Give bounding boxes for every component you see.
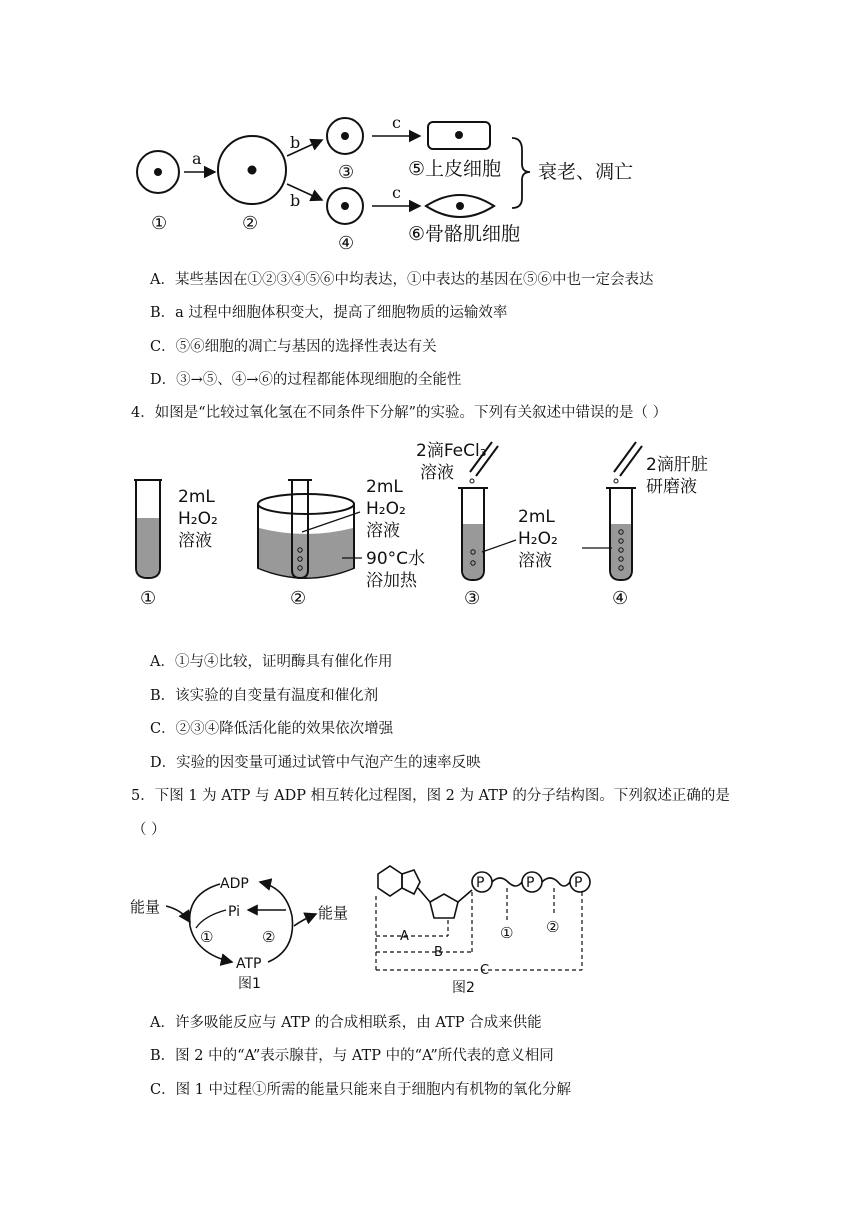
cell-1-label: ① bbox=[151, 213, 168, 234]
bath-heating: 浴加热 bbox=[366, 571, 417, 591]
tube2-number: ② bbox=[290, 588, 307, 608]
q4-option-d: D．实验的因变量可通过试管中气泡产生的速率反映 bbox=[150, 755, 481, 771]
arrow-b-lower-label: b bbox=[290, 191, 301, 210]
tube34-solution: 溶液 bbox=[518, 551, 552, 571]
tube1-formula: H₂O₂ bbox=[178, 509, 218, 529]
fig2-label-c: C bbox=[480, 963, 490, 978]
liver-extract: 研磨液 bbox=[646, 477, 697, 497]
fig1-process-1: ① bbox=[200, 928, 214, 946]
q3-option-b: B．a 过程中细胞体积变大，提高了细胞物质的运输效率 bbox=[150, 305, 508, 321]
fig2-bond-1: ① bbox=[500, 924, 514, 942]
cell-5-label: ⑤上皮细胞 bbox=[408, 158, 502, 180]
arrow-c-upper-label: c bbox=[392, 113, 401, 132]
tube1-volume: 2mL bbox=[178, 487, 215, 507]
cell-differentiation-diagram bbox=[120, 108, 680, 260]
cell-2-label: ② bbox=[242, 213, 259, 234]
bath-temp: 90°C水 bbox=[366, 549, 426, 569]
q5-stem-line1: 5．下图 1 为 ATP 与 ADP 相互转化过程图，图 2 为 ATP 的分子结构图。下列叙述正确的是 bbox=[131, 788, 730, 804]
tube2-volume: 2mL bbox=[366, 477, 403, 497]
q4-option-b: B．该实验的自变量有温度和催化剂 bbox=[150, 688, 379, 704]
q3-option-a: A．某些基因在①②③④⑤⑥中均表达，①中表达的基因在⑤⑥中也一定会表达 bbox=[150, 272, 654, 288]
fig1-caption: 图1 bbox=[238, 976, 261, 992]
q4-option-c: C．②③④降低活化能的效果依次增强 bbox=[150, 721, 394, 737]
fig1-process-2: ② bbox=[262, 928, 276, 946]
fig2-label-a: A bbox=[400, 929, 409, 944]
fig2-phosphate-3: P bbox=[574, 875, 583, 891]
q5-option-c: C．图 1 中过程①所需的能量只能来自于细胞内有机物的氧化分解 bbox=[150, 1082, 572, 1098]
q4-stem: 4．如图是“比较过氧化氢在不同条件下分解”的实验。下列有关叙述中错误的是（ ） bbox=[131, 405, 668, 421]
tube34-formula: H₂O₂ bbox=[518, 529, 558, 549]
arrow-a-label: a bbox=[192, 149, 202, 168]
q5-option-a: A．许多吸能反应与 ATP 的合成相联系，由 ATP 合成来供能 bbox=[150, 1015, 542, 1031]
q5-stem-line2: （ ） bbox=[132, 822, 166, 838]
test-tube-1 bbox=[134, 480, 162, 578]
fig2-caption: 图2 bbox=[452, 980, 475, 996]
q3-option-c: C．⑤⑥细胞的凋亡与基因的选择性表达有关 bbox=[150, 339, 437, 355]
fig2-label-b: B bbox=[434, 945, 443, 960]
liver-label: 2滴肝脏 bbox=[646, 455, 708, 475]
q4-option-a: A．①与④比较，证明酶具有催化作用 bbox=[150, 654, 393, 670]
tube2-solution: 溶液 bbox=[366, 521, 400, 541]
tube1-solution: 溶液 bbox=[178, 531, 212, 551]
fig1-atp: ATP bbox=[236, 956, 262, 972]
fig2-bond-2: ② bbox=[546, 918, 560, 936]
h2o2-experiment-diagram bbox=[120, 432, 740, 608]
brace-label: 衰老、凋亡 bbox=[538, 161, 634, 183]
q5-option-b: B．图 2 中的“A”表示腺苷，与 ATP 中的“A”所代表的意义相同 bbox=[150, 1048, 554, 1064]
atp-adp-cycle-figure bbox=[126, 864, 366, 994]
test-tube-4 bbox=[606, 488, 636, 580]
atp-structure-figure bbox=[368, 852, 600, 998]
fig2-phosphate-2: P bbox=[526, 875, 535, 891]
fig1-adp: ADP bbox=[220, 876, 249, 892]
q3-option-d: D．③→⑤、④→⑥的过程都能体现细胞的全能性 bbox=[150, 372, 462, 388]
cell-4-label: ④ bbox=[338, 233, 355, 254]
fig1-pi: Pi bbox=[228, 904, 241, 920]
fecl3-solution: 溶液 bbox=[420, 463, 454, 483]
fig2-phosphate-1: P bbox=[476, 875, 485, 891]
tube34-volume: 2mL bbox=[518, 507, 555, 527]
arrow-c-lower-label: c bbox=[392, 183, 401, 202]
tube2-formula: H₂O₂ bbox=[366, 499, 406, 519]
brace bbox=[512, 138, 530, 208]
cell-3-label: ③ bbox=[338, 162, 355, 183]
tube3-number: ③ bbox=[464, 588, 481, 608]
fig1-energy-right: 能量 bbox=[318, 904, 349, 922]
cell-6-label: ⑥骨骼肌细胞 bbox=[408, 223, 521, 245]
dropper-liver bbox=[614, 442, 642, 483]
tube1-number: ① bbox=[140, 588, 157, 608]
arrow-b-upper-label: b bbox=[290, 133, 301, 152]
fecl3-label: 2滴FeCl₃ bbox=[416, 441, 487, 461]
tube4-number: ④ bbox=[612, 588, 629, 608]
water-bath-beaker bbox=[258, 494, 354, 578]
fig1-energy-left: 能量 bbox=[130, 898, 161, 916]
test-tube-3 bbox=[458, 488, 488, 580]
